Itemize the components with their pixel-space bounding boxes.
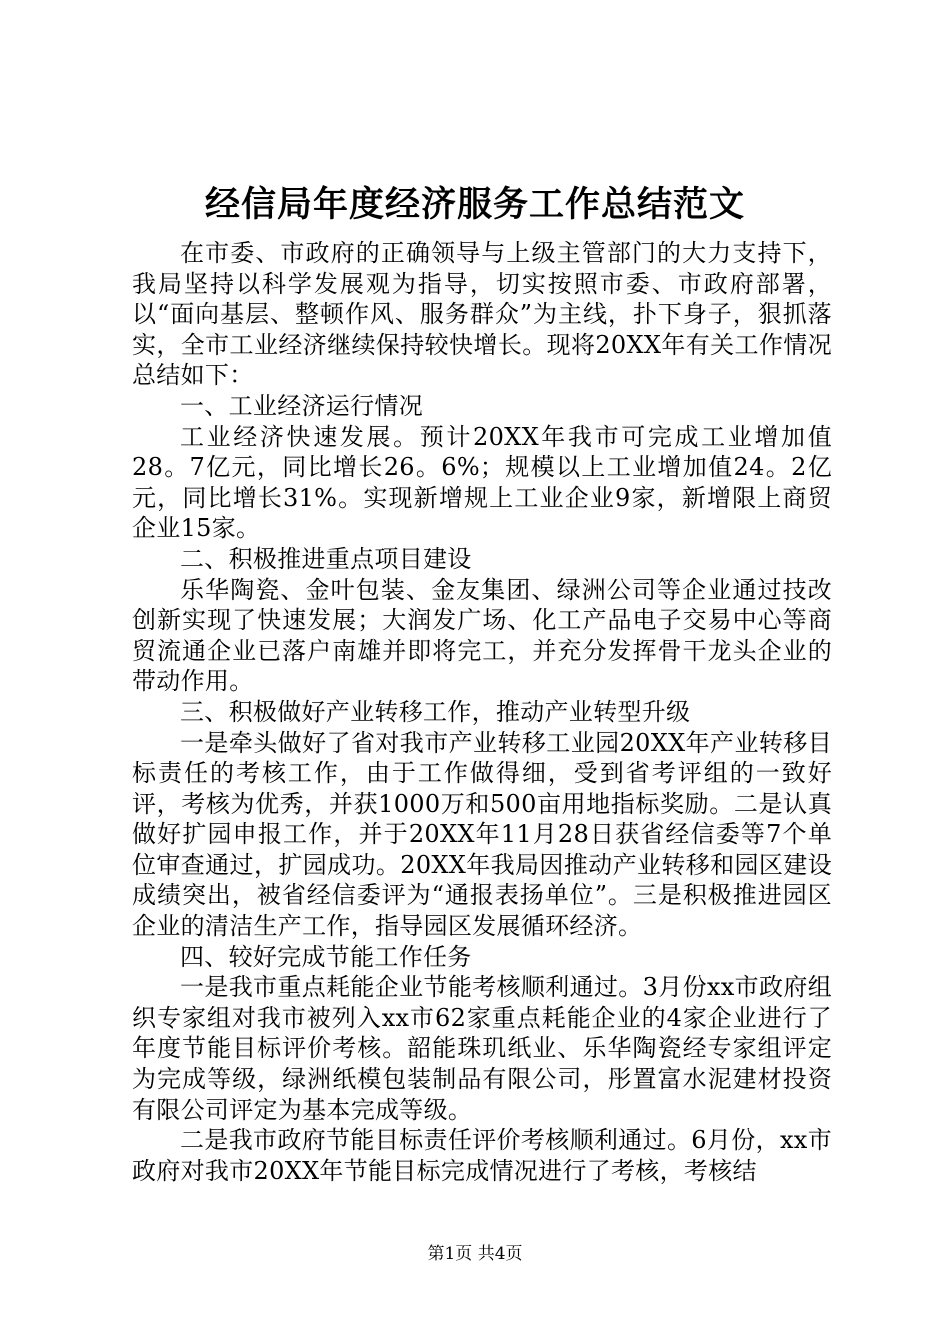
section-3-paragraph: 一是牵头做好了省对我市产业转移工业园20XX年产业转移目标责任的考核工作，由于工作做得细，受到省考评组的一致好评，考核为优秀，并获1000万和500亩用地指标奖励。二是认真做好扩园申报工作，并于20XX年11月28日获省经信委等7个单位审查通过，扩园成功。20XX年我局因推动产业转移和园区建设成绩突出，被省经信委评为“通报表扬单位”。三是积极推进园区企业的清洁生产工作，指导园区发展循环经济。 [132, 728, 832, 941]
section-heading-2: 二、积极推进重点项目建设 [180, 544, 472, 573]
section-4-paragraph-2: 二是我市政府节能目标责任评价考核顺利通过。6月份，xx市政府对我市20XX年节能目标完成情况进行了考核，考核结 [132, 1126, 832, 1185]
document-title: 经信局年度经济服务工作总结范文 [204, 184, 745, 225]
section-heading-4: 四、较好完成节能工作任务 [180, 942, 472, 971]
section-4-paragraph-1: 一是我市重点耗能企业节能考核顺利通过。3月份xx市政府组织专家组对我市被列入xx市62家重点耗能企业的4家企业进行了年度节能目标评价考核。韶能珠玑纸业、乐华陶瓷经专家组评定为完成等级，绿洲纸模包装制品有限公司，彤置富水泥建材投资有限公司评定为基本完成等级。 [132, 973, 832, 1124]
document-body [132, 238, 832, 1186]
intro-paragraph: 在市委、市政府的正确领导与上级主管部门的大力支持下，我局坚持以科学发展观为指导，切实按照市委、市政府部署，以“面向基层、整顿作风、服务群众”为主线，扑下身子，狠抓落实，全市工业经济继续保持较快增长。现将20XX年有关工作情况总结如下： [132, 239, 832, 390]
section-heading-1: 一、工业经济运行情况 [180, 391, 423, 420]
section-2-paragraph: 乐华陶瓷、金叶包装、金友集团、绿洲公司等企业通过技改创新实现了快速发展；大润发广场、化工产品电子交易中心等商贸流通企业已落户南雄并即将完工，并充分发挥骨干龙头企业的带动作用。 [132, 575, 832, 696]
section-1-paragraph: 工业经济快速发展。预计20XX年我市可完成工业增加值28。7亿元，同比增长26。6%；规模以上工业增加值24。2亿元，同比增长31%。实现新增规上工业企业9家，新增限上商贸企业15家。 [132, 422, 832, 543]
page-footer: 第1页 共4页 [427, 1244, 523, 1264]
section-heading-3: 三、积极做好产业转移工作，推动产业转型升级 [180, 697, 691, 726]
